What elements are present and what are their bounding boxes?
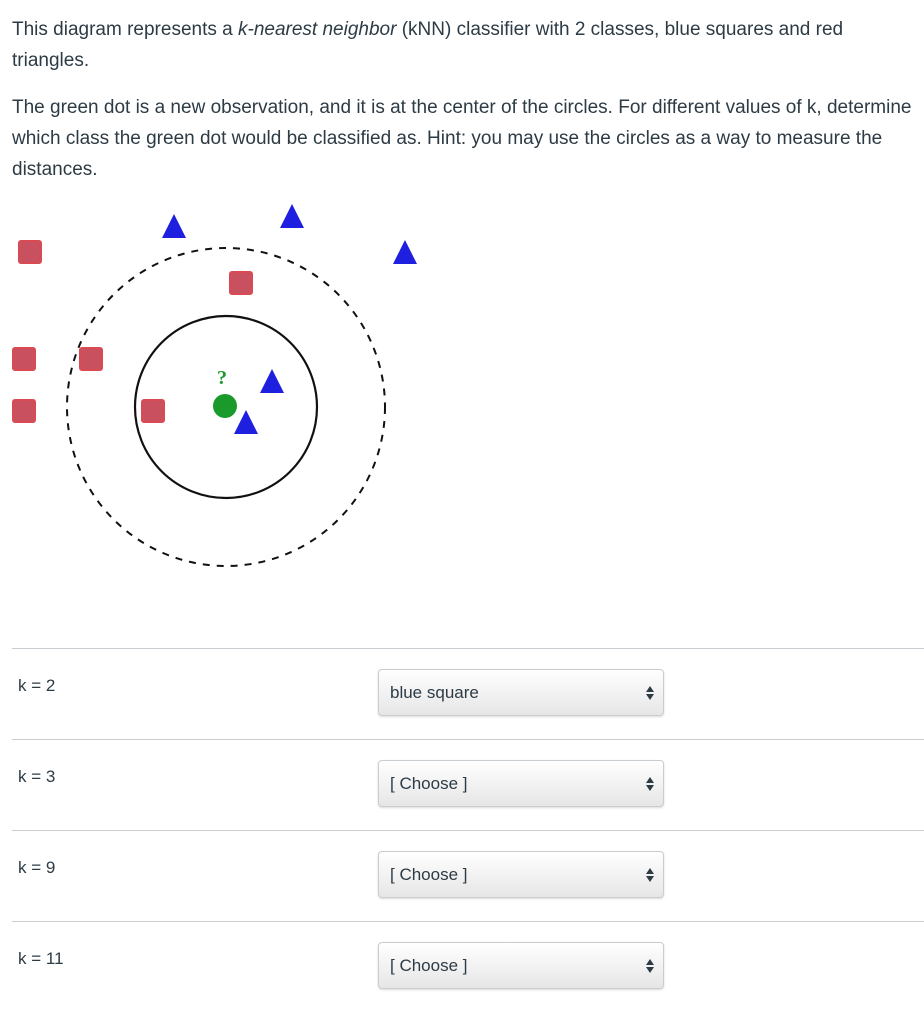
question-text	[12, 14, 912, 201]
question-paragraph-2: The green dot is a new observation, and it is at the center of the circles. For different values of k, determine which class the green dot would be classified as. Hint: you may use the circles as a way to measure the distances.	[12, 97, 912, 180]
knn-diagram	[0, 195, 440, 590]
question-emphasis: k-nearest neighbor	[238, 19, 397, 40]
answer-row-k11	[12, 921, 924, 1012]
answer-select-k3[interactable]	[378, 760, 664, 807]
answer-label: k = 9	[18, 858, 56, 877]
answer-row-k3	[12, 739, 924, 830]
select-arrows-icon	[645, 957, 655, 975]
select-value: [ Choose ]	[390, 865, 468, 884]
blue-triangle	[234, 410, 258, 434]
new-observation-dot	[213, 394, 237, 418]
red-square	[142, 400, 164, 422]
red-square	[80, 348, 102, 370]
question-mark-label: ?	[217, 367, 227, 389]
select-arrows-icon	[645, 866, 655, 884]
red-square	[13, 400, 35, 422]
answer-row-k9	[12, 830, 924, 921]
red-square	[19, 241, 41, 263]
answer-select-k11[interactable]	[378, 942, 664, 989]
question-text-part: (kNN) classifier with 2 classes, blue squares and red triangles.	[12, 19, 844, 71]
answer-label: k = 3	[18, 767, 56, 786]
blue-triangle	[162, 214, 186, 238]
question-text-part: This diagram represents a	[12, 19, 238, 40]
blue-triangle	[260, 369, 284, 393]
red-square	[230, 272, 252, 294]
answer-label: k = 11	[18, 949, 64, 968]
answer-select-k2[interactable]	[378, 669, 664, 716]
select-value: [ Choose ]	[390, 956, 468, 975]
select-value: [ Choose ]	[390, 774, 468, 793]
select-arrows-icon	[645, 775, 655, 793]
answer-select-k9[interactable]	[378, 851, 664, 898]
select-arrows-icon	[645, 684, 655, 702]
select-value: blue square	[390, 683, 479, 702]
blue-triangle	[393, 240, 417, 264]
answer-label: k = 2	[18, 676, 56, 695]
red-square	[13, 348, 35, 370]
answer-row-k2	[12, 648, 924, 739]
question-paragraph-1	[12, 14, 912, 76]
blue-triangle	[280, 204, 304, 228]
